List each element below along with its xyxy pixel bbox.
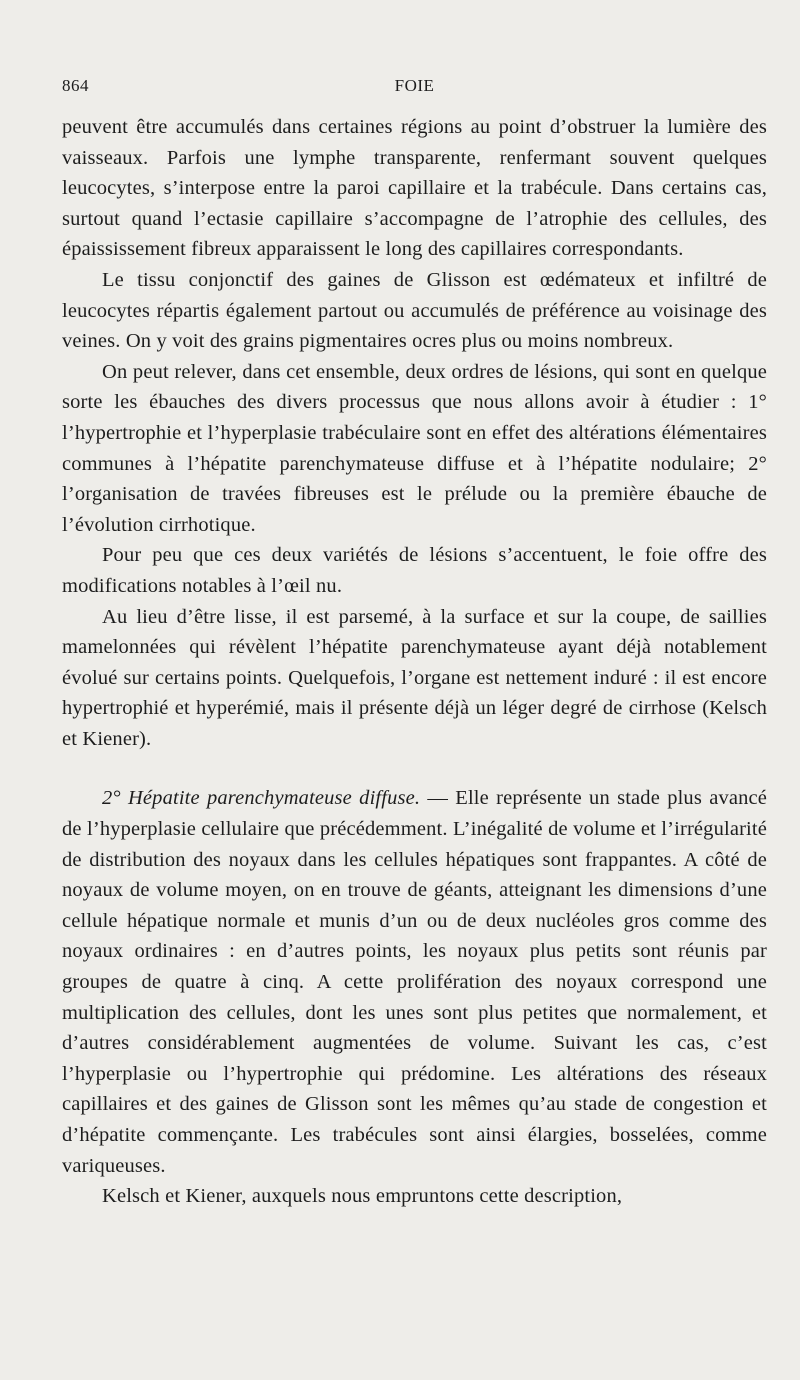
page-number: 864 bbox=[62, 76, 89, 95]
paragraph-continued: peuvent être accumulés dans certaines régions au point d’obstruer la lumière des vaisseaux. Parfois une lymphe transparente, renfermant souvent quelques leucocytes, s’interpose entre la paroi capillaire et la trabécule. Dans certains cas, surtout quand l’ectasie capillaire s’accompagne de l’atrophie des cellules, des épaississement fibreux apparaissent le long des capillaires correspondants. bbox=[62, 116, 767, 261]
section-hepatite-diffuse bbox=[62, 783, 767, 1211]
heading-dash: — bbox=[420, 787, 456, 810]
paragraph: Pour peu que ces deux variétés de lésions s’accentuent, le foie offre des modifications notables à l’œil nu. bbox=[62, 544, 767, 597]
page-header bbox=[62, 72, 767, 112]
paragraph: Le tissu conjonctif des gaines de Glisson est œdémateux et infiltré de leucocytes répartis également partout ou accumulés de préférence au voisinage des veines. On y voit des grains pigmentaires ocres plus ou moins nombreux. bbox=[62, 268, 767, 353]
paragraph: Au lieu d’être lisse, il est parsemé, à la surface et sur la coupe, de saillies mamelonnées qui révèlent l’hépatite parenchymateuse ayant déjà notablement évolué sur certains points. Quelquefois, l’organe est nettement induré : il est encore hypertrophié et hyperémié, mais il présente déjà un léger degré de cirrhose (Kelsch et Kiener). bbox=[62, 605, 767, 750]
running-head: FOIE bbox=[394, 76, 435, 95]
section-heading: 2° Hépatite parenchymateuse diffuse. bbox=[102, 787, 421, 810]
document-page bbox=[62, 72, 767, 1212]
body-text bbox=[62, 112, 767, 1212]
paragraph: On peut relever, dans cet ensemble, deux ordres de lésions, qui sont en quelque sorte les ébauches des divers processus que nous allons avoir à étudier : 1° l’hypertrophie et l’hyperplasie trabéculaire sont en effet des altérations élémentaires communes à l’hépatite parenchymateuse diffuse et à l’hépatite nodulaire; 2° l’organisation de travées fibreuses est le prélude ou la première ébauche de l’évolution cirrhotique. bbox=[62, 360, 767, 536]
section-paragraph bbox=[62, 783, 767, 1181]
section-first-paragraph: Elle représente un stade plus avancé de l’hyperplasie cellulaire que précédemment. L’inégalité de volume et l’irrégularité de distribution des noyaux dans les cellules hépatiques sont frappantes. A côté de noyaux de volume moyen, on en trouve de géants, atteignant les dimensions d’une cellule hépatique normale et munis d’un ou de deux nucléoles gros comme des noyaux ordinaires : en d’autres points, les noyaux plus petits sont réunis par groupes de quatre à cinq. A cette prolifération des noyaux correspond une multiplication des cellules, dont les unes sont plus petites que normalement, et d’autres considérablement augmentées de volume. Suivant les cas, c’est l’hyperplasie ou l’hypertrophie qui prédomine. Les altérations des réseaux capillaires et des gaines de Glisson sont les mêmes qu’au stade de congestion et d’hépatite commençante. Les trabécules sont ainsi élargies, bosselées, comme variqueuses. bbox=[62, 787, 767, 1177]
paragraph: Kelsch et Kiener, auxquels nous empruntons cette description, bbox=[102, 1185, 623, 1208]
